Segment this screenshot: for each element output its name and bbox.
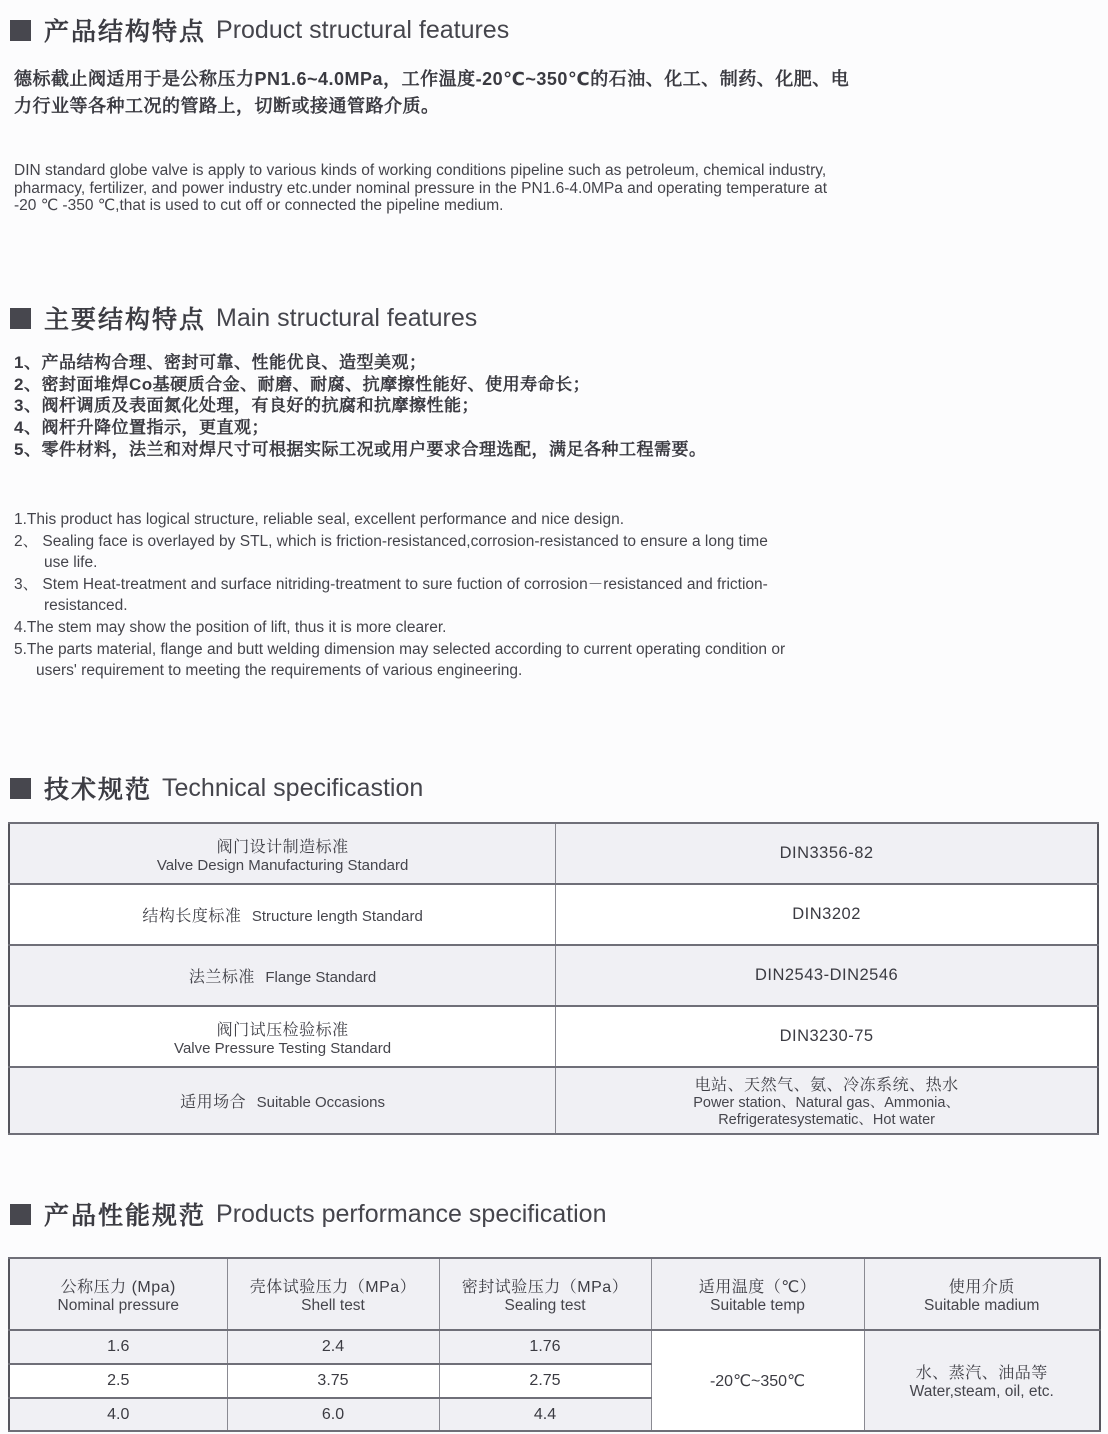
table-row	[9, 884, 1098, 945]
row-value: DIN3230-75	[556, 1006, 1098, 1067]
section-title-en: Main structural features	[216, 303, 478, 332]
column-header-cn: 公称压力 (Mpa)	[60, 1278, 176, 1296]
cell-medium-cn: 水、蒸汽、油品等	[915, 1365, 1048, 1382]
intro-paragraph-en: DIN standard globe valve is apply to various kinds of working conditions pipeline such as petroleum, chemical industry, pharmacy, fertilizer, and power industry etc.under nominal pressure in the PN1.6-4.0MPa and operating temperature at -20 ℃ -350 ℃,that is used to cut off or connected the pipeline medium.	[14, 162, 828, 215]
column-header-cn: 适用温度（℃）	[698, 1278, 817, 1296]
row-label-en: Structure length Standard	[251, 908, 423, 925]
column-header	[651, 1258, 864, 1330]
column-header	[439, 1258, 651, 1330]
table-header-row	[9, 1258, 1100, 1330]
list-item: 4.The stem may show the position of lift, thus it is more clearer.	[14, 618, 447, 636]
table-row	[9, 1067, 1098, 1134]
row-value-en: Power station、Natural gas、Ammonia、	[693, 1095, 960, 1111]
column-header	[9, 1258, 227, 1330]
section-heading-performance-spec	[10, 1196, 606, 1232]
column-header-en: Suitable temp	[710, 1296, 805, 1314]
cell-medium	[864, 1330, 1100, 1431]
column-header-en: Nominal pressure	[57, 1296, 179, 1314]
row-value	[556, 1067, 1098, 1134]
list-item-continuation: resistanced.	[44, 597, 128, 615]
intro-paragraph-cn: 德标截止阀适用于是公称压力PN1.6~4.0MPa，工作温度-20℃~350℃的石油、化工、制药、化肥、电力行业等各种工况的管路上，切断或接通管路介质。	[14, 69, 850, 116]
row-label	[9, 1067, 556, 1134]
section-heading-technical-spec	[10, 770, 423, 806]
row-label-en: Suitable Occasions	[256, 1094, 386, 1111]
list-item: 1、产品结构合理、密封可靠、性能优良、造型美观；	[14, 353, 427, 372]
cell-shell-test: 3.75	[227, 1364, 439, 1398]
section-bullet-icon	[10, 1204, 31, 1225]
list-item: 4、阀杆升降位置指示，更直观；	[14, 418, 269, 438]
column-header-en: Sealing test	[504, 1296, 586, 1314]
performance-table	[8, 1257, 1101, 1432]
column-header-en: Suitable madium	[924, 1296, 1040, 1314]
column-header-cn: 使用介质	[948, 1278, 1015, 1296]
row-label-cn: 法兰标准	[188, 969, 255, 986]
row-label-en: Flange Standard	[265, 969, 377, 986]
cell-nominal-pressure: 4.0	[9, 1398, 227, 1431]
column-header	[227, 1258, 439, 1330]
section-title-cn: 产品结构特点	[44, 18, 207, 46]
section-title-cn: 产品性能规范	[44, 1202, 207, 1230]
row-label	[9, 945, 556, 1006]
cell-shell-test: 2.4	[227, 1330, 439, 1364]
cell-shell-test: 6.0	[227, 1398, 439, 1431]
row-value: DIN3356-82	[556, 823, 1098, 884]
row-label-en: Valve Pressure Testing Standard	[174, 1039, 392, 1057]
table-row	[9, 1006, 1098, 1067]
column-header-cn: 密封试验压力（MPa）	[461, 1278, 629, 1296]
section-title-en: Technical specificastion	[162, 773, 424, 802]
cell-sealing-test: 4.4	[439, 1398, 651, 1431]
row-label-cn: 结构长度标准	[142, 908, 242, 925]
cell-sealing-test: 2.75	[439, 1364, 651, 1398]
section-bullet-icon	[10, 308, 31, 329]
cell-medium-en: Water,steam, oil, etc.	[909, 1383, 1054, 1400]
list-item-continuation: use life.	[44, 554, 98, 572]
row-label-cn: 阀门试压检验标准	[216, 1021, 349, 1039]
list-item: 1.This product has logical structure, reliable seal, excellent performance and nice design.	[14, 511, 624, 528]
row-label-cn: 阀门设计制造标准	[216, 838, 349, 856]
feature-list-en	[14, 509, 860, 682]
row-label	[9, 884, 556, 945]
row-label-cn: 适用场合	[180, 1094, 247, 1111]
section-bullet-icon	[10, 20, 31, 41]
row-label	[9, 823, 556, 884]
row-value: DIN2543-DIN2546	[556, 945, 1098, 1006]
row-value-en: Refrigeratesystematic、Hot water	[718, 1112, 935, 1128]
cell-nominal-pressure: 1.6	[9, 1330, 227, 1364]
section-title-en: Product structural features	[216, 15, 510, 44]
list-item: 5.The parts material, flange and butt welding dimension may selected according to current operating condition or	[14, 640, 786, 658]
cell-temp-range: -20℃~350℃	[651, 1330, 864, 1431]
column-header-en: Shell test	[301, 1296, 365, 1314]
list-item: 5、零件材料，法兰和对焊尺寸可根据实际工况或用户要求合理选配，满足各种工程需要。	[14, 439, 707, 459]
table-row	[9, 1330, 1100, 1364]
section-title-cn: 技术规范	[44, 776, 153, 804]
row-label-en: Valve Design Manufacturing Standard	[156, 856, 409, 874]
list-item: 3、阀杆调质及表面氮化处理，有良好的抗腐和抗摩擦性能；	[14, 396, 479, 416]
list-item: 3、 Stem Heat-treatment and surface nitriding-treatment to sure fuction of corrosion－resistanced and friction-	[14, 575, 768, 593]
section-bullet-icon	[10, 778, 31, 799]
row-value: DIN3202	[556, 884, 1098, 945]
cell-sealing-test: 1.76	[439, 1330, 651, 1364]
section-title-cn: 主要结构特点	[44, 306, 207, 334]
section-title-en: Products performance specification	[216, 1199, 607, 1228]
feature-list-cn	[14, 352, 706, 461]
column-header-cn: 壳体试验压力（MPa）	[249, 1278, 417, 1296]
column-header	[864, 1258, 1100, 1330]
section-heading-main-features	[10, 300, 477, 336]
section-heading-product-features	[10, 12, 509, 48]
technical-spec-table	[8, 822, 1099, 1135]
list-item: 2、 Sealing face is overlayed by STL, which is friction-resistanced,corrosion-resistanced to ensure a long time	[14, 532, 768, 550]
list-item-continuation: users' requirement to meeting the requirements of various engineering.	[36, 662, 523, 680]
table-row	[9, 945, 1098, 1006]
row-label	[9, 1006, 556, 1067]
cell-nominal-pressure: 2.5	[9, 1364, 227, 1398]
row-value-cn: 电站、天然气、氨、冷冻系统、热水	[694, 1077, 959, 1094]
table-row	[9, 823, 1098, 884]
list-item: 2、密封面堆焊Co基硬质合金、耐磨、耐腐、抗摩擦性能好、使用寿命长；	[14, 374, 591, 394]
